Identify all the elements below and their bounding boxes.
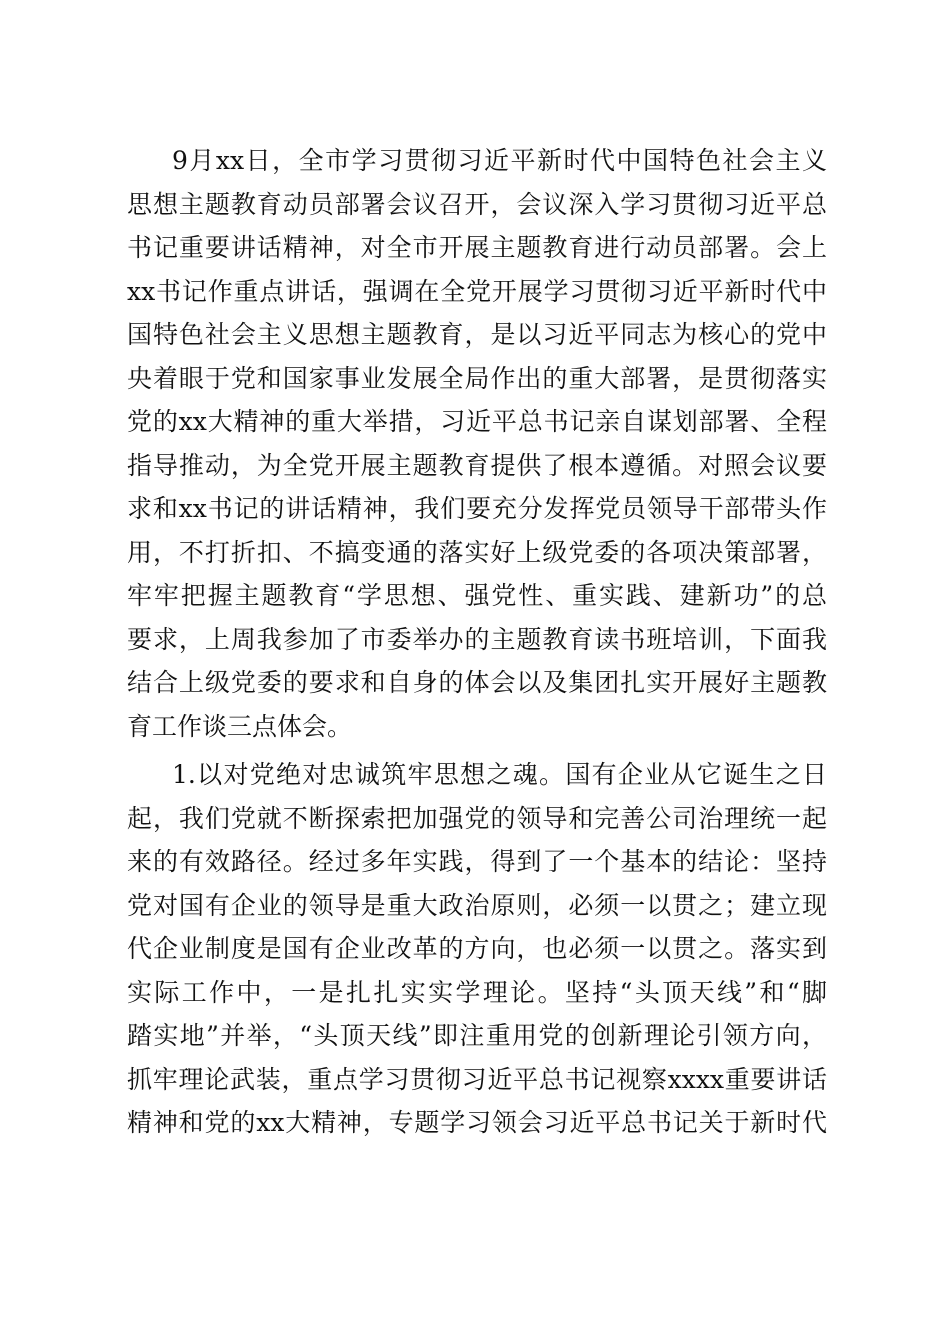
- text-line: 党的xx大精神的重大举措，习近平总书记亲自谋划部署、全程: [127, 407, 827, 436]
- text-line: 精神和党的xx大精神，专题学习领会习近平总书记关于新时代: [127, 1108, 827, 1137]
- text-line: 用，不打折扣、不搞变通的落实好上级党委的各项决策部署，: [127, 537, 827, 567]
- paragraph-intro: [127, 139, 827, 748]
- text-line: 牢牢把握主题教育“学思想、强党性、重实践、建新功”的总: [127, 581, 827, 610]
- text-line: 起，我们党就不断探索把加强党的领导和完善公司治理统一起: [127, 803, 827, 833]
- text-line: 指导推动，为全党开展主题教育提供了根本遵循。对照会议要: [127, 450, 827, 480]
- text-line: 踏实地”并举，“头顶天线”即注重用党的创新理论引领方向，: [127, 1021, 827, 1050]
- text-line: 来的有效路径。经过多年实践，得到了一个基本的结论：坚持: [127, 847, 827, 876]
- text-line: 实际工作中，一是扎扎实实学理论。坚持“头顶天线”和“脚: [127, 977, 827, 1007]
- text-line: 央着眼于党和国家事业发展全局作出的重大部署，是贯彻落实: [127, 363, 827, 393]
- text-line: 代企业制度是国有企业改革的方向，也必须一以贯之。落实到: [127, 934, 827, 963]
- text-line: 求和xx书记的讲话精神，我们要充分发挥党员领导干部带头作: [127, 494, 827, 523]
- text-line: 1.以对党绝对忠诚筑牢思想之魂。国有企业从它诞生之日: [172, 760, 827, 789]
- text-line: 抓牢理论武装，重点学习贯彻习近平总书记视察xxxx重要讲话: [127, 1064, 827, 1094]
- text-line: 国特色社会主义思想主题教育，是以习近平同志为核心的党中: [127, 320, 827, 349]
- text-line: 思想主题教育动员部署会议召开，会议深入学习贯彻习近平总: [127, 189, 827, 219]
- text-line: 要求，上周我参加了市委举办的主题教育读书班培训，下面我: [127, 624, 827, 654]
- text-line: xx书记作重点讲话，强调在全党开展学习贯彻习近平新时代中: [127, 276, 827, 306]
- text-line: 结合上级党委的要求和自身的体会以及集团扎实开展好主题教: [127, 668, 827, 697]
- text-line: 党对国有企业的领导是重大政治原则，必须一以贯之；建立现: [127, 890, 827, 920]
- paragraph-point-1: [127, 753, 827, 1145]
- text-line: 9月xx日，全市学习贯彻习近平新时代中国特色社会主义: [172, 146, 827, 175]
- text-line: 书记重要讲话精神，对全市开展主题教育进行动员部署。会上: [127, 233, 827, 262]
- text-line: 育工作谈三点体会。: [127, 711, 353, 741]
